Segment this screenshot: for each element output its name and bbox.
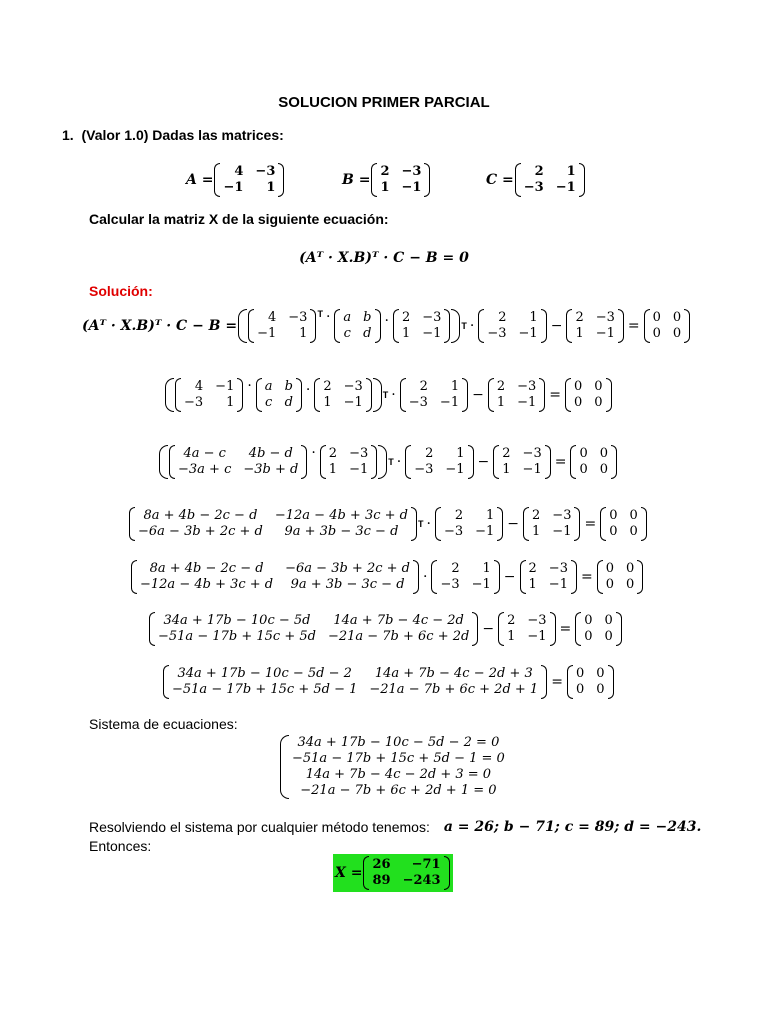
final-answer: X = 26 −71 89 −243 bbox=[333, 854, 453, 892]
step-2: 4 −1 −3 1 · a b c d . 2 −3 1 −1 T · 2 1 −3 −1 − 2 −3 1 −1 = 0 0 0 0 bbox=[164, 378, 613, 412]
matrix-C-def: C = 2 1 −3 −1 bbox=[486, 163, 586, 197]
resolution-line: Resolviendo el sistema por cualquier método tenemos: a = 26; b − 71; c = 89; d = −243. bbox=[89, 819, 702, 835]
page-title: SOLUCION PRIMER PARCIAL bbox=[278, 94, 490, 111]
instruction-text: Calcular la matriz X de la siguiente ecuación: bbox=[89, 211, 389, 227]
step-4: 8a + 4b − 2c − d −12a − 4b + 3c + d −6a − 3b + 2c + d 9a + 3b − 3c − d T · 2 1 −3 −1 − 2 −3 1 −1 = 0 0 0 0 bbox=[128, 507, 648, 541]
step-3: 4a − c 4b − d −3a + c −3b + d · 2 −3 1 −1 T · 2 1 −3 −1 − 2 −3 1 −1 = 0 0 0 0 bbox=[158, 445, 618, 479]
system-eq-1: 34a + 17b − 10c − 5d − 2 = 0 bbox=[297, 735, 500, 750]
solution-label: Solución: bbox=[89, 283, 153, 299]
entonces-label: Entonces: bbox=[89, 838, 152, 854]
problem-heading: 1. (Valor 1.0) Dadas las matrices: bbox=[62, 127, 284, 143]
system-label: Sistema de ecuaciones: bbox=[89, 716, 238, 732]
system-eq-2: −51a − 17b + 15c + 5d − 1 = 0 bbox=[292, 751, 505, 766]
step-1: (Aᵀ · X.B)ᵀ · C − B = 4 −3 −1 1 T · a b c d . 2 −3 1 −1 T · 2 1 −3 −1 − 2 −3 1 −1 = 0 0 0 0 bbox=[82, 309, 691, 343]
equation-system bbox=[280, 735, 505, 799]
step-7: 34a + 17b − 10c − 5d − 2 14a + 7b − 4c − 2d + 3 −51a − 17b + 15c + 5d − 1 −21a − 7b + 6c + 2d + 1 = 0 0 0 0 bbox=[162, 665, 615, 699]
system-eq-4: −21a − 7b + 6c + 2d + 1 = 0 bbox=[300, 783, 497, 798]
step-6: 34a + 17b − 10c − 5d 14a + 7b − 4c − 2d −51a − 17b + 15c + 5d −21a − 7b + 6c + 2d − 2 −3 1 −1 = 0 0 0 0 bbox=[148, 612, 623, 646]
matrix-B-def: B = 2 −3 1 −1 bbox=[342, 163, 431, 197]
main-equation: (Aᵀ · X.B)ᵀ · C − B = 0 bbox=[299, 250, 469, 266]
matrix-A-def: A = 4 −3 −1 1 bbox=[186, 163, 285, 197]
step-5: 8a + 4b − 2c − d −6a − 3b + 2c + d −12a − 4b + 3c + d 9a + 3b − 3c − d · 2 1 −3 −1 − 2 −3 1 −1 = 0 0 0 0 bbox=[130, 560, 644, 594]
system-eq-3: 14a + 7b − 4c − 2d + 3 = 0 bbox=[305, 767, 492, 782]
